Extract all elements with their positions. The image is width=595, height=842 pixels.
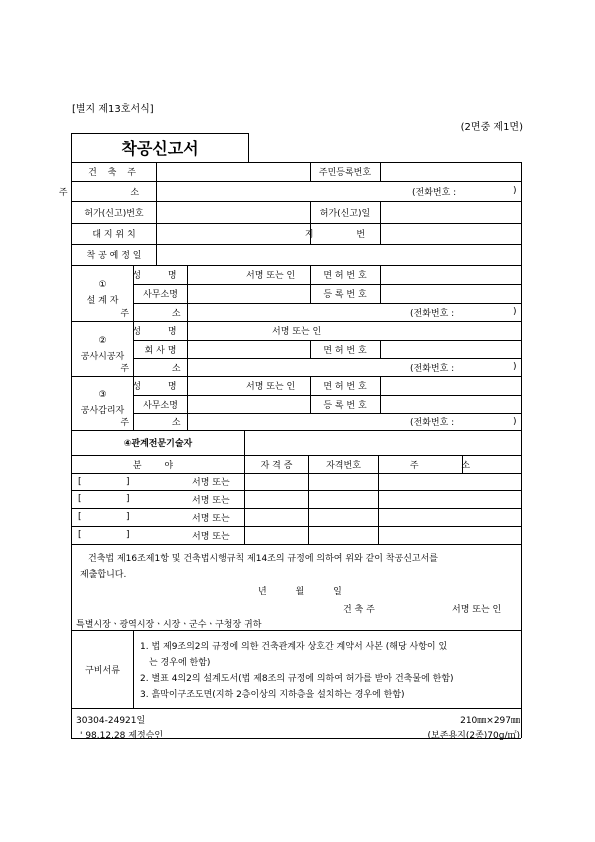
supervisor-reg-label: 등 록 번 호: [323, 400, 367, 411]
form-number: [별지 제13호서식]: [72, 104, 154, 115]
permit-no-label: 허가(신고)번호: [84, 208, 144, 219]
designer-address-field[interactable]: [188, 304, 403, 320]
contractor-license-label: 면 허 번 호: [323, 345, 367, 356]
owner-name-field[interactable]: [157, 163, 309, 180]
engineer-field-open: [: [78, 494, 82, 504]
address-label: 주 소: [58, 187, 170, 198]
supervisor-office-field[interactable]: [188, 396, 309, 412]
supervisor-address-label: 주 소: [120, 418, 201, 428]
documents-item-1: 1. 법 제9조의2의 규정에 의한 건축관계자 상호간 계약서 사본 (해당 사항이 있: [140, 642, 448, 652]
engineer-field-close: ]: [126, 512, 130, 522]
supervisor-license-label: 면 허 번 호: [323, 382, 367, 392]
supervisor-name-label: 성 명: [132, 382, 189, 392]
engineer-field-input[interactable]: [88, 527, 124, 543]
contractor-number: ②: [98, 335, 107, 346]
documents-list: [140, 639, 520, 703]
designer-office-field[interactable]: [188, 285, 309, 302]
applicant-name-field[interactable]: [392, 600, 448, 614]
engineer-sign: 서명 또는: [192, 495, 230, 506]
designer-address-label: 주 소: [120, 308, 201, 319]
engineer-field-close: ]: [126, 494, 130, 504]
engineers-col-field: 분 야: [132, 460, 184, 471]
footer-paper-size: 210㎜×297㎜: [460, 716, 520, 726]
owner-label: 건 축 주: [88, 168, 140, 178]
contractor-title: 공사시공자: [80, 351, 125, 362]
resident-no-label: 주민등록번호: [318, 168, 372, 178]
applicant-sign: 서명 또는 인: [452, 605, 502, 615]
contractor-phone-label: (전화번호 :: [410, 363, 455, 374]
designer-title: 설 계 자: [86, 296, 119, 306]
site-field[interactable]: [157, 224, 309, 243]
documents-item-1-cont: 는 경우에 한함): [149, 658, 211, 668]
page-title: 착공신고서: [121, 139, 199, 158]
designer-office-label: 사무소명: [143, 290, 178, 300]
lot-no-label: 지 번: [304, 230, 386, 240]
designer-name-label: 성 명: [132, 271, 189, 281]
declaration-line-1: 건축법 제16조제1항 및 건축법시행규칙 제14조의 규정에 의하여 위와 같이 착공신고서를: [88, 554, 438, 564]
lot-no-field[interactable]: [381, 224, 520, 243]
designer-sign: 서명 또는 인: [246, 271, 296, 281]
engineers-col-cert-no: 자격번호: [326, 460, 361, 471]
supervisor-phone-label: (전화번호 :: [410, 418, 455, 428]
engineer-sign: 서명 또는: [192, 513, 230, 524]
footer-paper-type: (보존용지(2종)70g/㎡): [427, 731, 520, 741]
resident-no-field[interactable]: [381, 163, 520, 180]
engineers-col-cert: 자 격 증: [260, 460, 293, 471]
site-label: 대 지 위 치: [92, 230, 136, 240]
documents-label: 구비서류: [85, 665, 120, 676]
designer-phone-label: (전화번호 :: [410, 308, 455, 319]
designer-license-field[interactable]: [381, 266, 520, 283]
engineer-field-open: [: [78, 476, 82, 487]
engineer-field-close: ]: [126, 476, 130, 487]
contractor-name-field[interactable]: [188, 322, 268, 339]
supervisor-sign: 서명 또는 인: [246, 382, 296, 392]
designer-name-field[interactable]: [188, 266, 248, 283]
designer-reg-label: 등 록 번 호: [323, 290, 367, 300]
owner-address-field[interactable]: [157, 182, 407, 200]
designer-reg-field[interactable]: [381, 285, 520, 302]
supervisor-phone-close: ): [513, 416, 517, 427]
supervisor-title: 공사감리자: [80, 406, 125, 416]
supervisor-name-field[interactable]: [188, 377, 248, 394]
designer-license-label: 면 허 번 호: [323, 271, 367, 281]
contractor-license-field[interactable]: [381, 341, 520, 357]
engineer-field-open: [: [78, 512, 82, 522]
contractor-address-field[interactable]: [188, 359, 403, 375]
supervisor-office-label: 사무소명: [143, 400, 178, 411]
owner-phone-close: ): [513, 186, 517, 196]
engineer-field-close: ]: [126, 530, 130, 540]
footer-code: 30304-24921일: [76, 716, 146, 726]
engineer-field-open: [: [78, 530, 82, 540]
permit-date-label: 허가(신고)일: [319, 208, 371, 219]
contractor-company-label: 회 사 명: [144, 345, 177, 356]
contractor-company-field[interactable]: [188, 341, 309, 357]
page-info: (2면중 제1면): [460, 122, 523, 133]
applicant-label: 건 축 주: [343, 605, 375, 615]
engineers-col-address: 주 소: [409, 460, 491, 471]
engineer-sign: 서명 또는: [192, 478, 230, 488]
supervisor-address-field[interactable]: [188, 414, 403, 429]
declaration-date: 년 월 일: [258, 587, 342, 597]
designer-phone-close: ): [513, 307, 517, 317]
permit-date-field[interactable]: [381, 202, 520, 222]
documents-item-3: 3. 흙막이구조도면(지하 2층이상의 지하층을 설치하는 경우에 한함): [140, 690, 405, 700]
contractor-phone-close: ): [513, 362, 517, 372]
designer-number: ①: [98, 280, 107, 290]
supervisor-number: ③: [98, 390, 107, 400]
permit-no-field[interactable]: [157, 202, 309, 222]
start-date-field[interactable]: [157, 245, 520, 264]
footer-approval: ' 98.12.28 제정승인: [80, 731, 164, 741]
recipient: 특별시장ㆍ광역시장ㆍ시장ㆍ군수ㆍ구청장 귀하: [76, 620, 262, 630]
start-date-label: 착 공 예 정 일: [86, 251, 142, 261]
contractor-address-label: 주 소: [120, 363, 201, 374]
supervisor-license-field[interactable]: [381, 377, 520, 394]
contractor-sign: 서명 또는 인: [272, 327, 322, 337]
declaration-line-2: 제출합니다.: [80, 570, 127, 580]
contractor-name-label: 성 명: [132, 327, 189, 337]
documents-item-2: 2. 별표 4의2의 설계도서(법 제8조의 규정에 의하여 허가를 받아 건축물에 한함): [140, 674, 454, 684]
engineers-title: ④관계전문기술자: [123, 439, 193, 449]
engineer-field-input[interactable]: [88, 474, 124, 489]
declaration-text: [80, 551, 516, 583]
supervisor-reg-field[interactable]: [381, 396, 520, 412]
engineer-sign: 서명 또는: [192, 531, 230, 542]
engineer-field-input[interactable]: [88, 509, 124, 525]
engineer-field-input[interactable]: [88, 491, 124, 507]
owner-phone-label: (전화번호 :: [412, 187, 457, 198]
